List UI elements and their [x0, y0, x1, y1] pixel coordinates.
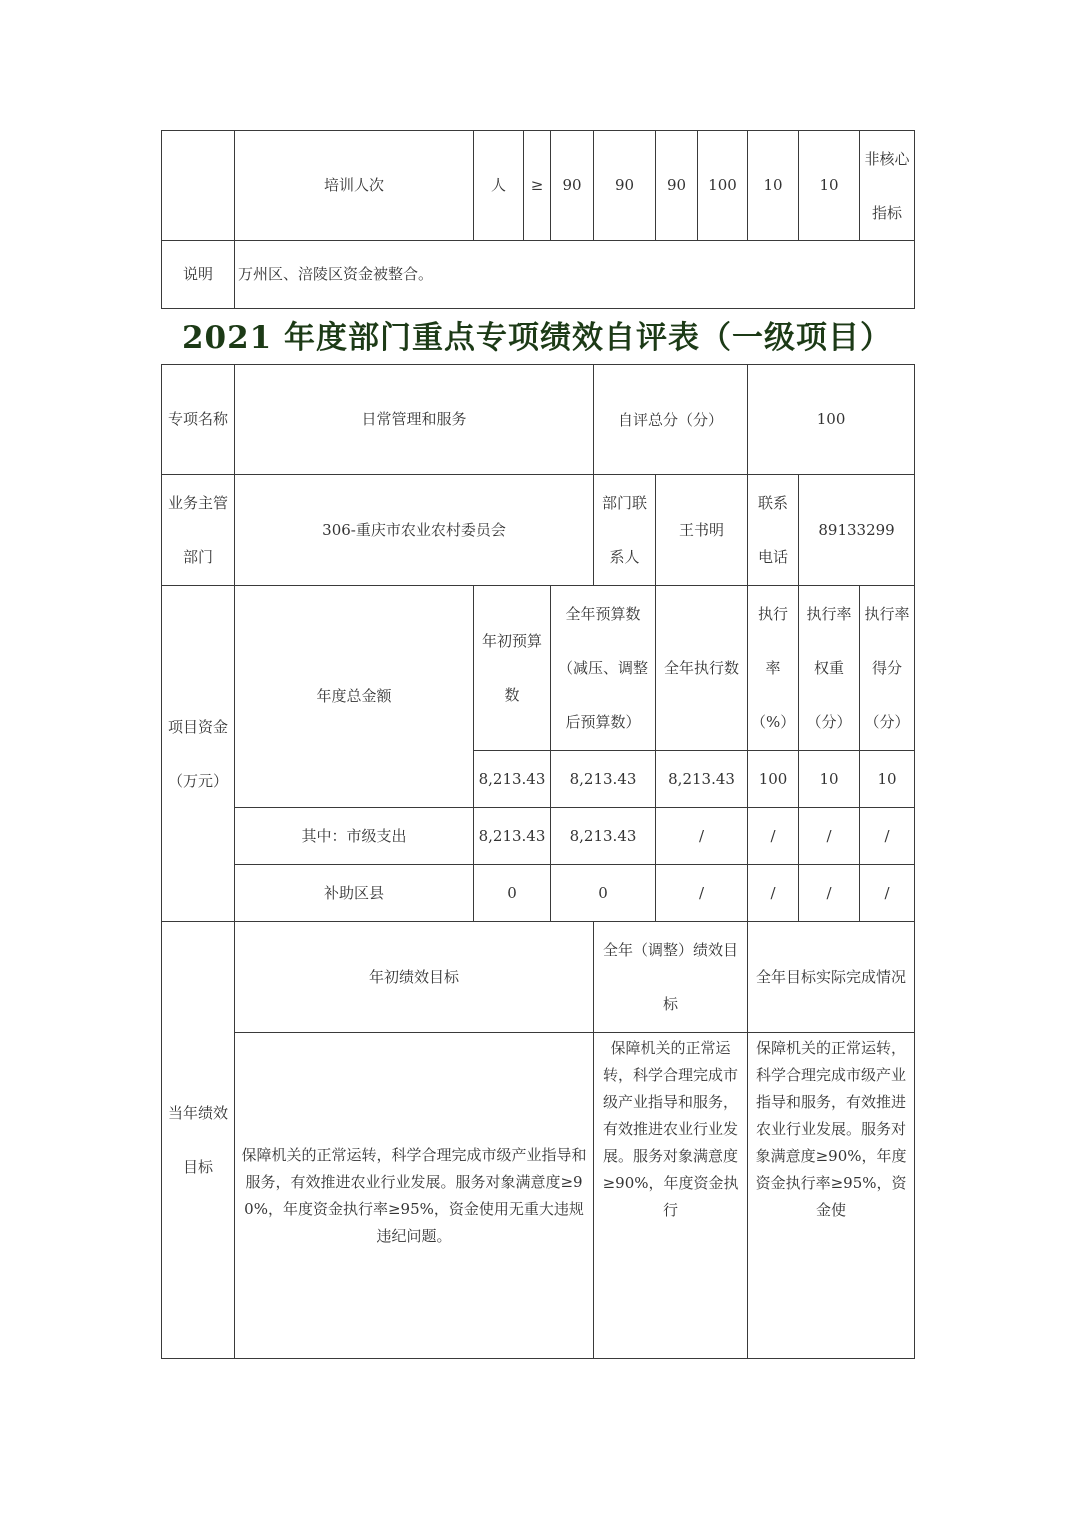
funds-header-score: 执行率得分（分） [860, 586, 915, 751]
contact: 王书明 [656, 475, 748, 586]
funds-label: 项目资金（万元） [162, 586, 235, 922]
funds-header-rate: 执行率（%） [748, 586, 799, 751]
funds-value: / [860, 808, 915, 865]
funds-value: / [656, 808, 748, 865]
funds-value: 10 [799, 751, 860, 808]
contact-label: 部门联系人 [594, 475, 656, 586]
self-score: 100 [748, 365, 915, 475]
table-row [162, 1033, 915, 1359]
funds-city-label: 其中：市级支出 [235, 808, 474, 865]
indicator-value: 90 [551, 131, 594, 241]
goals-label: 当年绩效目标 [162, 922, 235, 1359]
funds-header-initial: 年初预算数 [474, 586, 551, 751]
table-row [162, 865, 915, 922]
funds-value: / [656, 865, 748, 922]
note-text: 万州区、涪陵区资金被整合。 [235, 241, 915, 309]
dept: 306-重庆市农业农村委员会 [235, 475, 594, 586]
funds-header-total: 年度总金额 [235, 586, 474, 808]
funds-value: 8,213.43 [474, 808, 551, 865]
funds-value: 8,213.43 [551, 808, 656, 865]
funds-county-label: 补助区县 [235, 865, 474, 922]
table-row [162, 241, 915, 309]
funds-value: 0 [551, 865, 656, 922]
funds-value: 8,213.43 [551, 751, 656, 808]
table-row [162, 131, 915, 241]
table-row [162, 475, 915, 586]
funds-value: / [799, 865, 860, 922]
goals-header-adjusted: 全年（调整）绩效目标 [594, 922, 748, 1033]
indicator-unit: 人 [474, 131, 524, 241]
goals-header-initial: 年初绩效目标 [235, 922, 594, 1033]
indicator-value: 90 [656, 131, 698, 241]
indicator-operator: ≥ [524, 131, 551, 241]
table-row [162, 365, 915, 475]
goals-header-actual: 全年目标实际完成情况 [748, 922, 915, 1033]
goals-actual: 保障机关的正常运转，科学合理完成市级产业指导和服务，有效推进农业行业发展。服务对象满意度≥90%，年度资金执行率≥95%，资金使 [748, 1033, 915, 1359]
funds-value: 8,213.43 [656, 751, 748, 808]
goals-initial: 保障机关的正常运转，科学合理完成市级产业指导和服务，有效推进农业行业发展。服务对象满意度≥90%，年度资金执行率≥95%，资金使用无重大违规违纪问题。 [235, 1033, 594, 1359]
funds-value: 100 [748, 751, 799, 808]
funds-header-executed: 全年执行数 [656, 586, 748, 751]
phone-label: 联系电话 [748, 475, 799, 586]
project-name: 日常管理和服务 [235, 365, 594, 475]
indicator-value: 10 [799, 131, 860, 241]
funds-value: / [799, 808, 860, 865]
funds-value: / [748, 865, 799, 922]
funds-value: 10 [860, 751, 915, 808]
funds-header-weight: 执行率权重（分） [799, 586, 860, 751]
goals-adjusted: 保障机关的正常运转，科学合理完成市级产业指导和服务，有效推进农业行业发展。服务对象满意度≥90%，年度资金执行 [594, 1033, 748, 1359]
funds-header-fullyear: 全年预算数（减压、调整后预算数） [551, 586, 656, 751]
table-row [162, 808, 915, 865]
self-score-label: 自评总分（分） [594, 365, 748, 475]
project-name-label: 专项名称 [162, 365, 235, 475]
page-title: 2021 年度部门重点专项绩效自评表（一级项目） [181, 320, 893, 356]
performance-table [161, 364, 915, 1359]
table-row [162, 922, 915, 1033]
table-row [162, 586, 915, 751]
funds-value: / [860, 865, 915, 922]
indicator-value: 10 [748, 131, 799, 241]
indicator-type: 非核心指标 [860, 131, 915, 241]
blank-cell [162, 131, 235, 241]
note-label: 说明 [162, 241, 235, 309]
indicator-table [161, 130, 915, 309]
funds-value: 0 [474, 865, 551, 922]
dept-label: 业务主管部门 [162, 475, 235, 586]
indicator-value: 90 [594, 131, 656, 241]
phone: 89133299 [799, 475, 915, 586]
funds-value: 8,213.43 [474, 751, 551, 808]
indicator-value: 100 [698, 131, 748, 241]
funds-value: / [748, 808, 799, 865]
indicator-name: 培训人次 [235, 131, 474, 241]
